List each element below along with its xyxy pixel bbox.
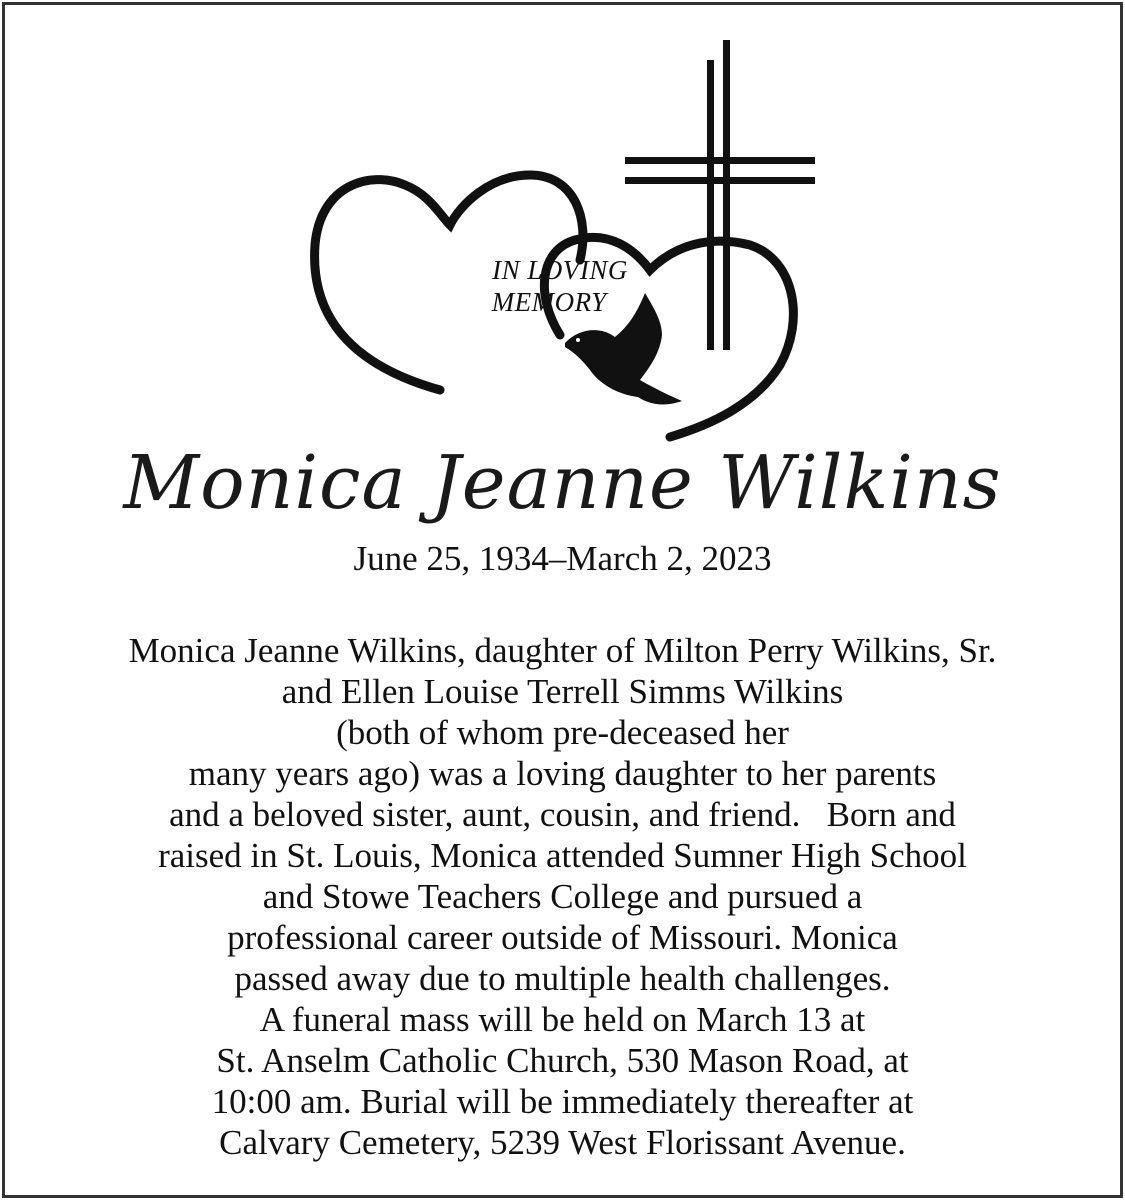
life-dates: June 25, 1934–March 2, 2023 [353, 539, 772, 578]
emblem-line-1: IN LOVING [492, 255, 628, 285]
obituary-line: passed away due to multiple health challenges. [234, 959, 891, 998]
obituary-line: St. Anselm Catholic Church, 530 Mason Road, at [216, 1041, 909, 1080]
obituary-line: and a beloved sister, aunt, cousin, and friend. Born and [169, 795, 956, 834]
obituary-line: professional career outside of Missouri. Monica [227, 918, 898, 957]
obituary-line: and Ellen Louise Terrell Simms Wilkins [281, 672, 844, 711]
obituary-line: A funeral mass will be held on March 13 at [259, 1000, 866, 1039]
emblem-graphic [290, 35, 830, 445]
obituary-line: 10:00 am. Burial will be immediately thereafter at [211, 1082, 914, 1121]
obituary-line: many years ago) was a loving daughter to her parents [188, 754, 937, 793]
obituary-line: Calvary Cemetery, 5239 West Florissant Avenue. [219, 1123, 906, 1162]
obituary-line: and Stowe Teachers College and pursued a [262, 877, 863, 916]
obituary-line: Monica Jeanne Wilkins, daughter of Milton Perry Wilkins, Sr. [128, 631, 997, 670]
emblem-line-2: MEMORY [491, 287, 607, 317]
deceased-name: Monica Jeanne Wilkins [123, 440, 1002, 526]
memorial-emblem [290, 35, 830, 445]
obituary-line: raised in St. Louis, Monica attended Sumner High School [158, 836, 967, 875]
obituary-line: (both of whom pre-deceased her [336, 713, 789, 752]
obituary-text [40, 630, 1085, 1163]
